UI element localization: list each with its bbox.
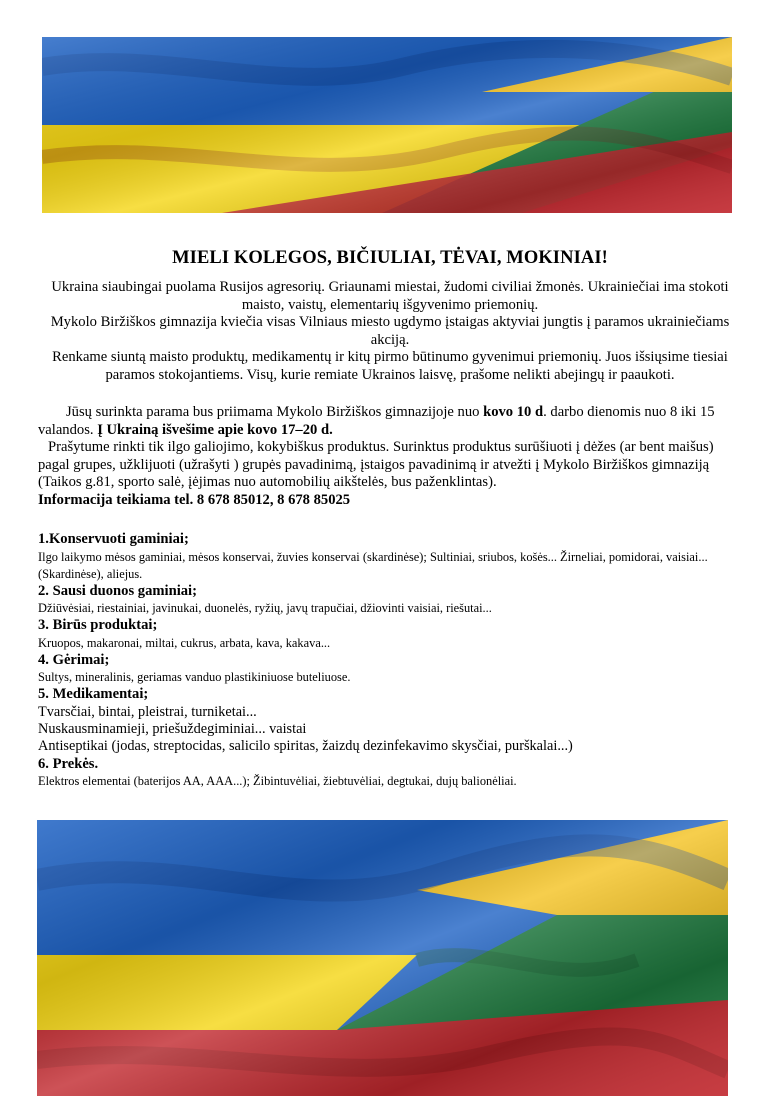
category-items: Nuskausminamieji, priešuždegiminiai... vaistai [38,720,307,737]
category-heading: 4. Gėrimai; [38,651,110,668]
category-list [38,531,744,790]
delivery-dates: Į Ukrainą išvešime apie kovo 17–20 d. [97,421,333,438]
category-heading: 5. Medikamentai; [38,686,149,702]
intro-block [36,279,744,385]
category-items: Kruopos, makaronai, miltai, cukrus, arbata, kava, kakava... [38,635,331,650]
collection-text: . darbo dienomis nuo 8 iki 15 valandos. [38,404,715,438]
category-heading: 6. Prekės. [38,755,99,772]
intro-paragraph: Renkame siuntą maisto produktų, medikamentų ir kitų pirmo būtinumo gyvenimui priemonių. Juos išsiųsime tiesiai paramos stokojantiems. Visų, kurie remiate Ukrainos laisvę, prašome nelikti abejingų ir paaukoti. [52,349,728,383]
contact-phones: Informacija teikiama tel. 8 678 85012, 8 678 85025 [38,491,351,508]
collection-dates [38,404,744,439]
ukraine-lithuania-flag-top [42,37,732,213]
ukraine-lithuania-flag-bottom [37,820,728,1096]
contact-info [38,492,744,510]
category-heading: 1.Konservuoti gaminiai; [38,531,189,547]
collection-instructions: Prašytume rinkti tik ilgo galiojimo, kokybiškus produktus. Surinktus produktus surūšiuoti į dėžes (ar bent maišus) pagal grupes, užklijuoti (užrašyti ) grupės pavadinimą, įstaigos pavadinimą ir atvežti į Mykolo Biržiškos gimnaziją (Taikos g.81, sporto salė, įėjimas nuo automobilių aikštelės, bus paženklintas). [38,439,714,491]
category-items: Ilgo laikymo mėsos gaminiai, mėsos konservai, žuvies konservai (skardinėse); Sultiniai, sriubos, košės... Žirneliai, pomidorai, vaisiai... (Skardinėse), aliejus. [38,549,708,581]
intro-paragraph: Mykolo Biržiškos gimnazija kviečia visas Vilniaus miesto ugdymo įstaigas aktyviai jungtis į paramos ukrainiečiams akciją. [50,314,730,348]
intro-paragraph: Ukraina siaubingai puolama Rusijos agresorių. Griaunami miestai, žudomi civiliai žmonės. Ukrainiečiai ima stokoti maisto, vaistų, elementarių išgyvenimo priemonių. [51,279,729,313]
category-items: Antiseptikai (jodas, streptocidas, salicilo spiritas, žaizdų dezinfekavimo skysčiai, purškalai...) [38,738,573,755]
category-items: Tvarsčiai, bintai, pleistrai, turniketai... [38,703,257,720]
page-title: MIELI KOLEGOS, BIČIULIAI, TĖVAI, MOKINIAI! [172,248,608,269]
collection-info [38,404,744,510]
collection-text: Jūsų surinkta parama bus priimama Mykolo Biržiškos gimnazijoje nuo [66,404,484,420]
category-items: Džiūvėsiai, riestainiai, javinukai, duonelės, ryžių, javų trapučiai, džiovinti vaisiai, riešutai... [38,601,492,615]
category-heading: 3. Birūs produktai; [38,617,158,633]
category-heading: 2. Sausi duonos gaminiai; [38,582,197,599]
category-items: Elektros elementai (baterijos AA, AAA...); Žibintuvėliai, žiebtuvėliai, degtukai, dujų balionėliai. [38,774,517,789]
category-items: Sultys, mineralinis, geriamas vanduo plastikiniuose buteliuose. [38,670,351,684]
collection-start-date: kovo 10 d [483,404,544,420]
